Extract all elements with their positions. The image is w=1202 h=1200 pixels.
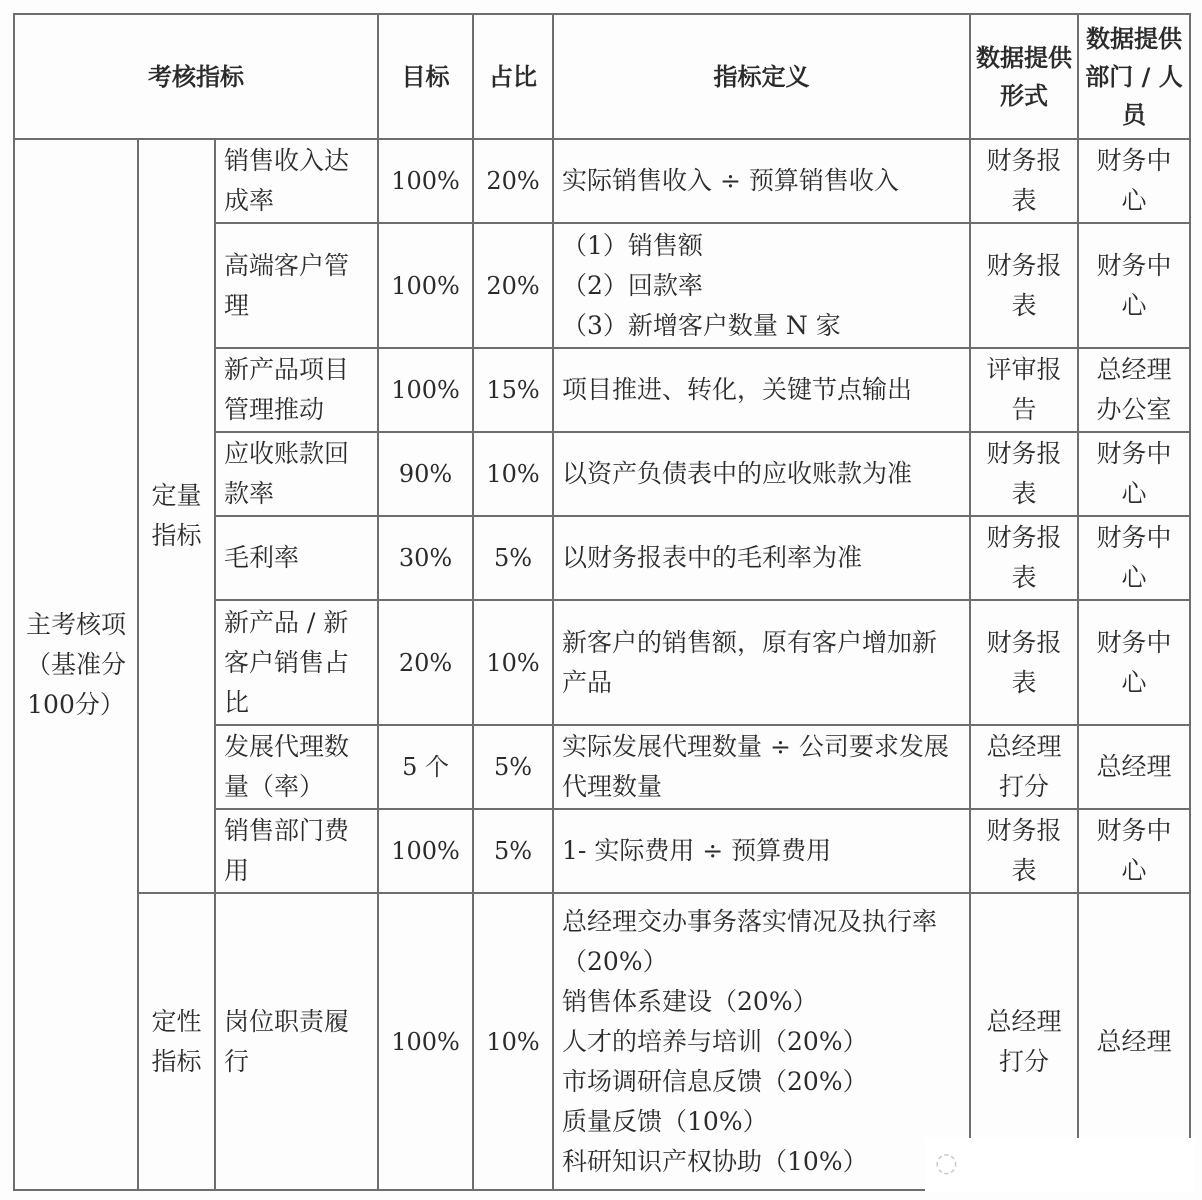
row-weight: 20% xyxy=(473,139,553,223)
row-weight: 20% xyxy=(473,223,553,348)
row-weight: 5% xyxy=(473,809,553,893)
row-name: 应收账款回款率 xyxy=(215,432,378,516)
definition-line: （1）销售额 xyxy=(562,230,703,260)
definition-line: （3）新增客户数量 N 家 xyxy=(562,310,841,340)
definition-line: 实际发展代理数量 ÷ 公司要求发展代理数量 xyxy=(562,732,949,801)
row-definition xyxy=(553,809,970,893)
definition-line: 1- 实际费用 ÷ 预算费用 xyxy=(562,836,832,865)
header-data-form: 数据提供形式 xyxy=(970,14,1078,139)
definition-line: 实际销售收入 ÷ 预算销售收入 xyxy=(562,166,899,195)
row-weight: 10% xyxy=(473,432,553,516)
definition-line: 市场调研信息反馈（20%） xyxy=(562,1066,868,1096)
definition-line: 科研知识产权协助（10%） xyxy=(562,1146,868,1176)
row-weight: 10% xyxy=(473,600,553,725)
header-indicator: 考核指标 xyxy=(14,14,378,139)
row-data-source: 总经理 xyxy=(1078,725,1190,809)
definition-line: 以资产负债表中的应收账款为准 xyxy=(562,459,913,488)
row-weight: 5% xyxy=(473,725,553,809)
row-target: 100% xyxy=(378,348,473,432)
row-data-source: 财务中心 xyxy=(1078,516,1190,600)
row-data-form: 总经理打分 xyxy=(970,725,1078,809)
row-target: 100% xyxy=(378,809,473,893)
header-weight: 占比 xyxy=(473,14,553,139)
definition-line: 质量反馈（10%） xyxy=(562,1106,768,1136)
row-weight: 5% xyxy=(473,516,553,600)
row-target: 100% xyxy=(378,139,473,223)
row-definition xyxy=(553,893,970,1190)
row-data-source: 财务中心 xyxy=(1078,139,1190,223)
row-data-form: 财务报表 xyxy=(970,809,1078,893)
row-name: 发展代理数量（率） xyxy=(215,725,378,809)
row-weight: 10% xyxy=(473,893,553,1190)
header-row xyxy=(14,14,1190,139)
quant-group-label: 定量指标 xyxy=(138,139,215,893)
row-data-source: 财务中心 xyxy=(1078,432,1190,516)
definition-line: 新客户的销售额，原有客户增加新产品 xyxy=(562,627,938,697)
definition-line: 项目推进、转化，关键节点输出 xyxy=(562,375,913,404)
row-data-source: 财务中心 xyxy=(1078,223,1190,348)
row-name: 毛利率 xyxy=(215,516,378,600)
row-name: 岗位职责履行 xyxy=(215,893,378,1190)
row-definition xyxy=(553,516,970,600)
row-target: 5 个 xyxy=(378,725,473,809)
definition-line: 以财务报表中的毛利率为准 xyxy=(562,543,863,572)
row-name: 高端客户管理 xyxy=(215,223,378,348)
row-weight: 15% xyxy=(473,348,553,432)
header-data-source: 数据提供部门 / 人员 xyxy=(1078,14,1190,139)
definition-line: 人才的培养与培训（20%） xyxy=(562,1026,868,1056)
row-data-form: 财务报表 xyxy=(970,139,1078,223)
row-definition xyxy=(553,223,970,348)
row-target: 30% xyxy=(378,516,473,600)
qual-group-label: 定性指标 xyxy=(138,893,215,1190)
row-definition xyxy=(553,348,970,432)
row-data-form: 财务报表 xyxy=(970,600,1078,725)
definition-line: 销售体系建设（20%） xyxy=(562,986,818,1016)
row-definition xyxy=(553,600,970,725)
row-definition xyxy=(553,139,970,223)
row-name: 销售收入达成率 xyxy=(215,139,378,223)
row-target: 20% xyxy=(378,600,473,725)
row-data-form: 评审报告 xyxy=(970,348,1078,432)
chat-bubble-icon: ◌ xyxy=(935,1148,958,1178)
header-definition: 指标定义 xyxy=(553,14,970,139)
row-target: 100% xyxy=(378,893,473,1190)
row-target: 100% xyxy=(378,223,473,348)
row-data-form: 财务报表 xyxy=(970,223,1078,348)
row-target: 90% xyxy=(378,432,473,516)
definition-line: （2）回款率 xyxy=(562,270,703,300)
row-data-source: 财务中心 xyxy=(1078,600,1190,725)
row-name: 新产品 / 新客户销售占比 xyxy=(215,600,378,725)
table-row xyxy=(14,139,1190,223)
row-data-form: 财务报表 xyxy=(970,432,1078,516)
main-group-label: 主考核项（基准分100分） xyxy=(14,139,138,1190)
row-data-form: 财务报表 xyxy=(970,516,1078,600)
definition-line: 总经理交办事务落实情况及执行率（20%） xyxy=(562,906,938,976)
row-name: 新产品项目管理推动 xyxy=(215,348,378,432)
row-data-source: 总经理 xyxy=(1078,893,1190,1190)
header-target: 目标 xyxy=(378,14,473,139)
kpi-table xyxy=(13,13,1191,1191)
row-data-source: 总经理办公室 xyxy=(1078,348,1190,432)
row-data-form: 总经理打分 xyxy=(970,893,1078,1190)
row-name: 销售部门费用 xyxy=(215,809,378,893)
watermark-overlay xyxy=(925,1138,1195,1193)
row-definition xyxy=(553,432,970,516)
row-data-source: 财务中心 xyxy=(1078,809,1190,893)
row-definition xyxy=(553,725,970,809)
